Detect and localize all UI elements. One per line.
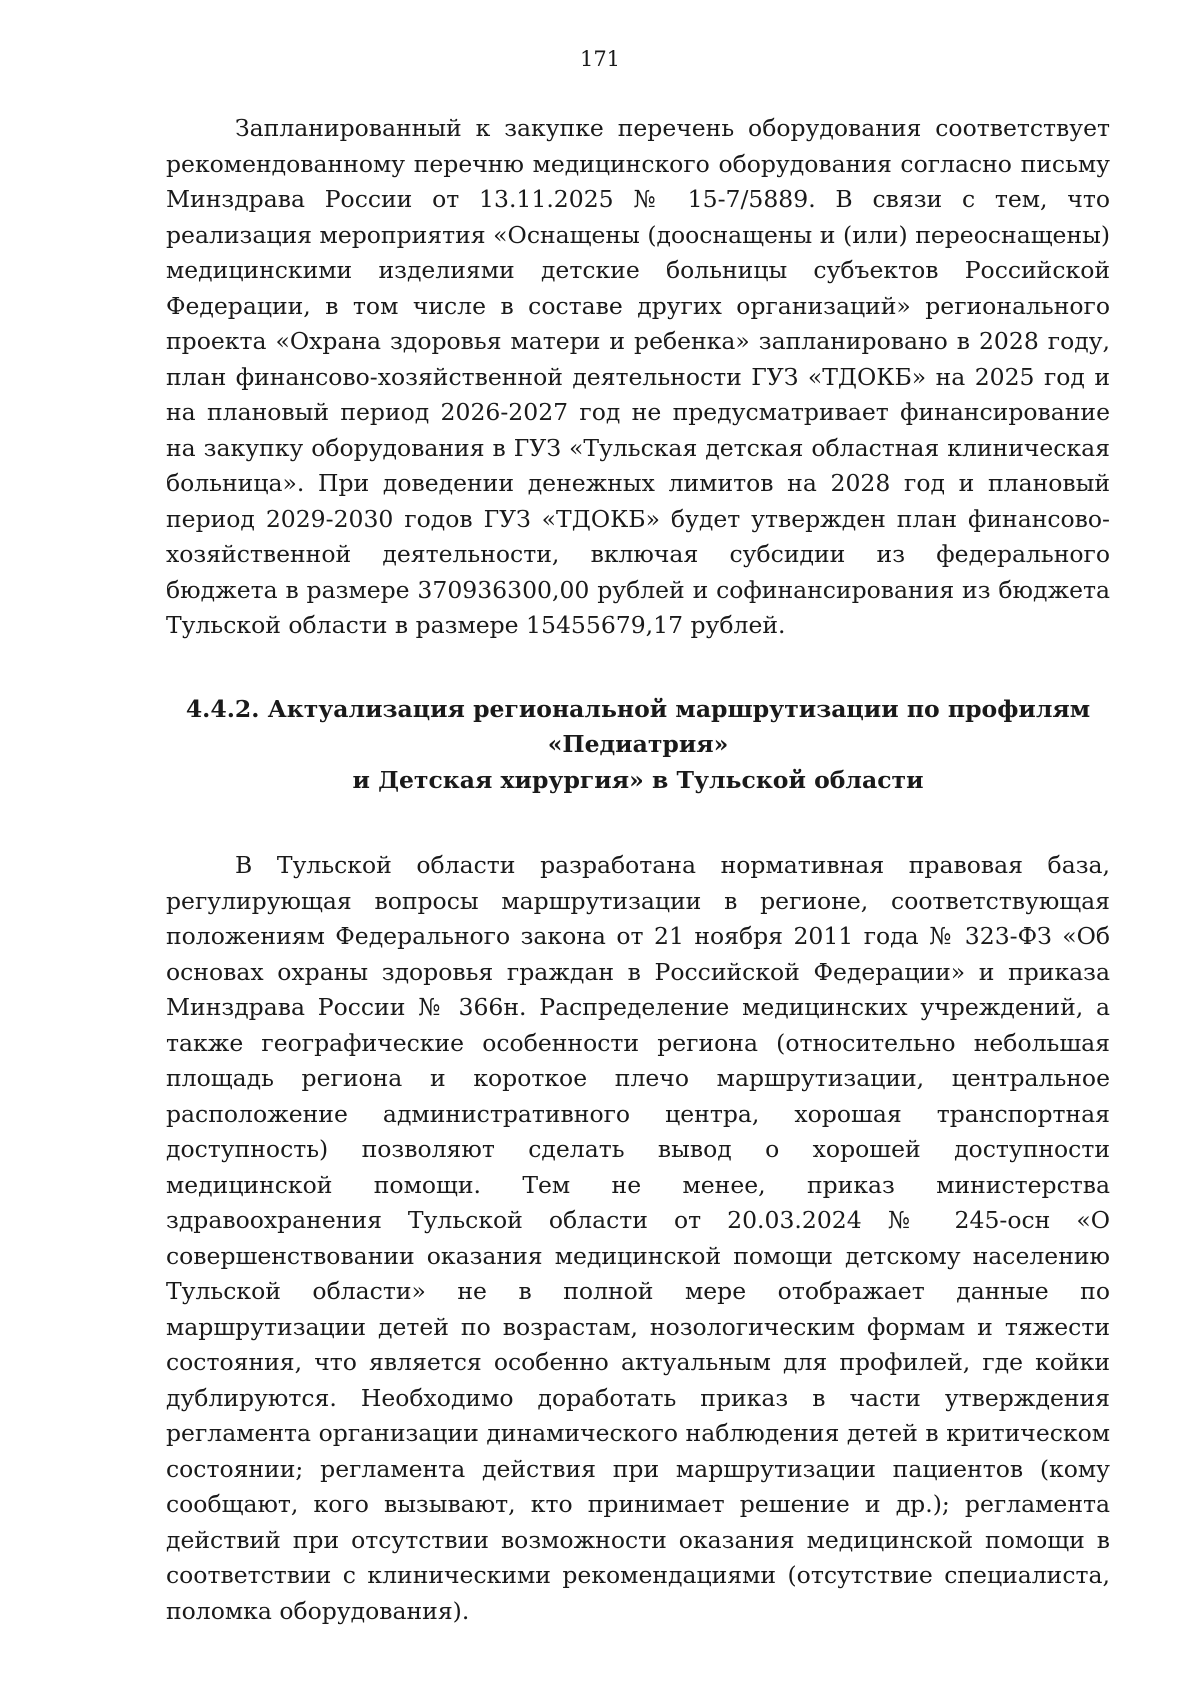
page-number: 171 (579, 47, 621, 71)
paragraph-equipment-procurement: Запланированный к закупке перечень оборудования соответствует рекомендованному перечню медицинского оборудования согласно письму Минздрава России от 13.11.2025 № 15-7/5889. В связи с тем, что реализация мероприятия «Оснащены (дооснащены и (или) переоснащены) медицинскими изделиями детские больницы субъектов Российской Федерации, в том числе в составе других организаций» регионального проекта «Охрана здоровья матери и ребенка» запланировано в 2028 году, план финансово-хозяйственной деятельности ГУЗ «ТДОКБ» на 2025 год и на плановый период 2026-2027 год не предусматривает финансирование на закупку оборудования в ГУЗ «Тульская детская областная клиническая больница». При доведении денежных лимитов на 2028 год и плановый период 2029-2030 годов ГУЗ «ТДОКБ» будет утвержден план финансово-хозяйственной деятельности, включая субсидии из федерального бюджета в размере 370936300,00 рублей и софинансирования из бюджета Тульской области в размере 15455679,17 рублей. (166, 114, 1110, 639)
section-heading-line-1: 4.4.2. Актуализация региональной маршрутизации по профилям «Педиатрия» (185, 694, 1091, 758)
section-heading (166, 692, 1110, 799)
page-content (166, 111, 1110, 1629)
section-heading-line-2: и Детская хирургия» в Тульской области (352, 765, 924, 794)
paragraph-routing-regulation: В Тульской области разработана нормативная правовая база, регулирующая вопросы маршрутизации в регионе, соответствующая положениям Федерального закона от 21 ноября 2011 года № 323-ФЗ «Об основах охраны здоровья граждан в Российской Федерации» и приказа Минздрава России № 366н. Распределение медицинских учреждений, а также географические особенности региона (относительно небольшая площадь региона и короткое плечо маршрутизации, центральное расположение административного центра, хорошая транспортная доступность) позволяют сделать вывод о хорошей доступности медицинской помощи. Тем не менее, приказ министерства здравоохранения Тульской области от 20.03.2024 № 245-осн «О совершенствовании оказания медицинской помощи детскому населению Тульской области» не в полной мере отображает данные по маршрутизации детей по возрастам, нозологическим формам и тяжести состояния, что является особенно актуальным для профилей, где койки дублируются. Необходимо доработать приказ в части утверждения регламента организации динамического наблюдения детей в критическом состоянии; регламента действия при маршрутизации пациентов (кому сообщают, кого вызывают, кто принимает решение и др.); регламента действий при отсутствии возможности оказания медицинской помощи в соответствии с клиническими рекомендациями (отсутствие специалиста, поломка оборудования). (166, 851, 1110, 1625)
